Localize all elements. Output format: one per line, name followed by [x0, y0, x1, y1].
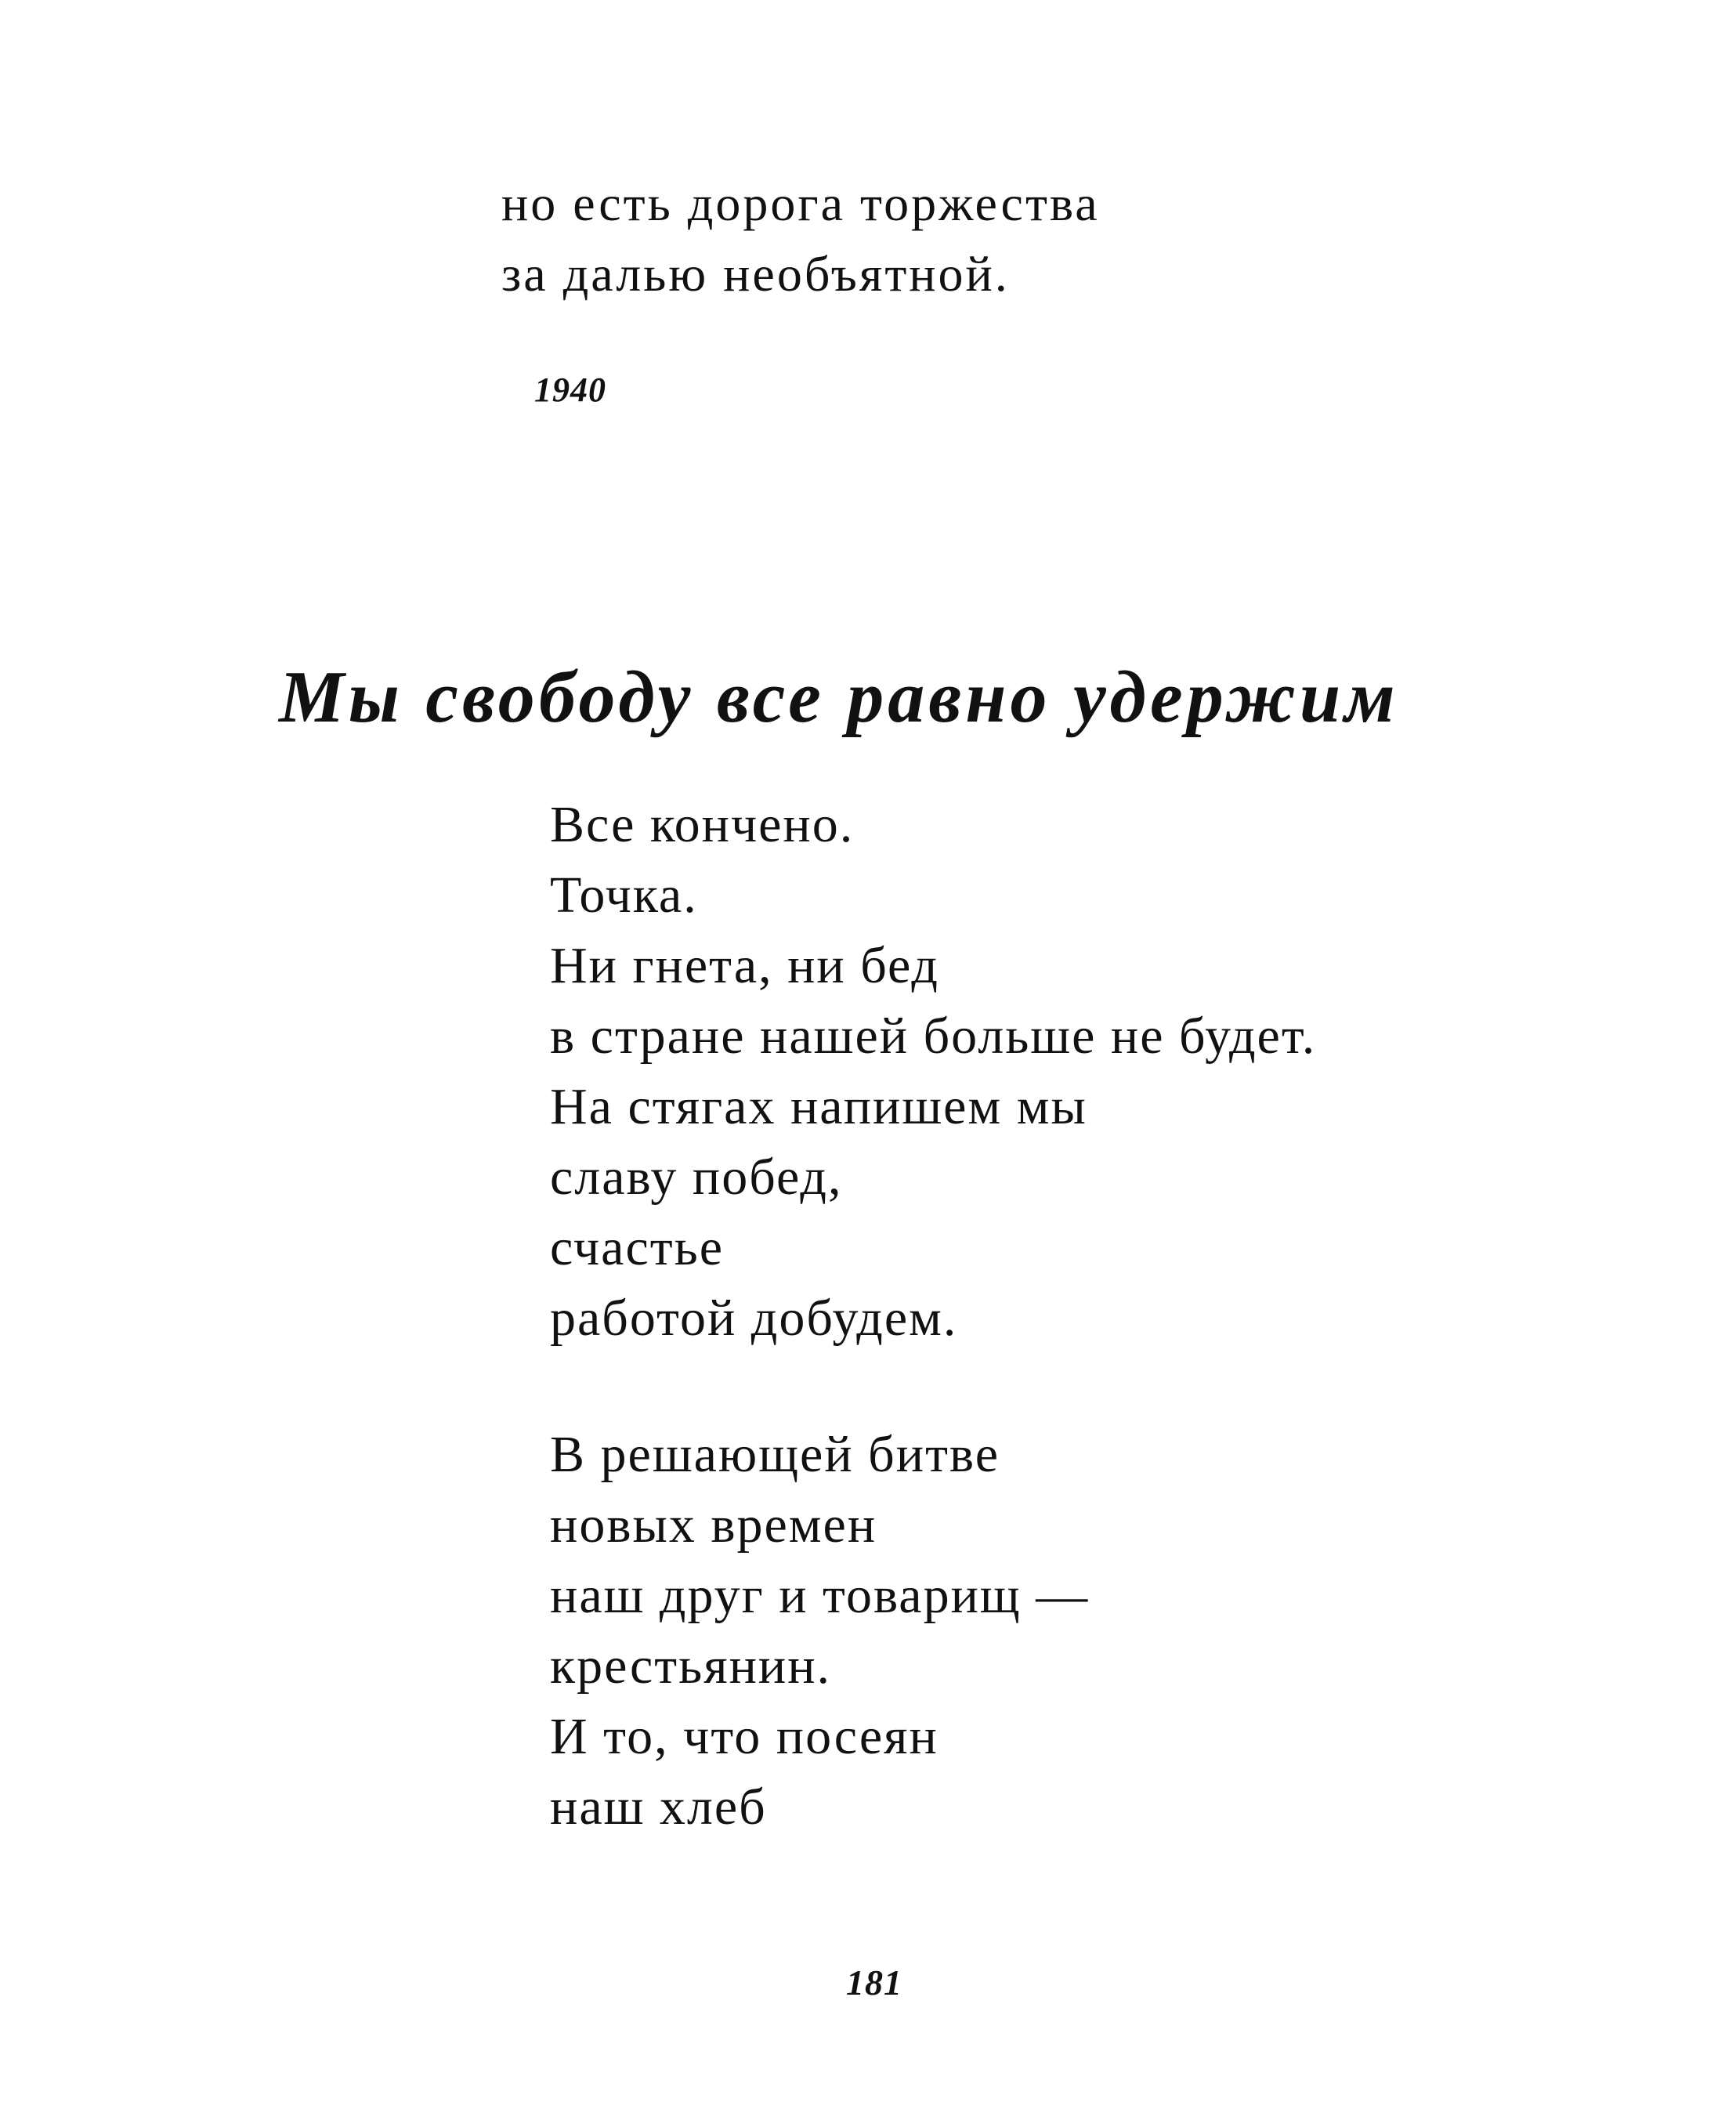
verse-line: но есть дорога торжества: [501, 175, 1100, 231]
verse-line: новых времен: [550, 1496, 877, 1554]
verse-line: Все кончено.: [550, 796, 855, 853]
verse-line: В решающей битве: [550, 1426, 1000, 1483]
verse-line: Ни гнета, ни бед: [550, 937, 939, 994]
poem-title: Мы свободу все равно удержим: [279, 657, 1399, 738]
verse-line: в стране нашей больше не будет.: [550, 1008, 1317, 1065]
verse-line: На стягах напишем мы: [550, 1078, 1087, 1135]
verse-line: И то, что посеян: [550, 1708, 939, 1765]
verse-line: крестьянин.: [550, 1637, 832, 1695]
verse-line: славу побед,: [550, 1149, 843, 1206]
poem-year: 1940: [534, 371, 606, 409]
verse-line: работой добудем.: [550, 1290, 958, 1347]
verse-line: наш друг и товарищ —: [550, 1567, 1090, 1624]
verse-line: Точка.: [550, 866, 698, 924]
verse-line: наш хлеб: [550, 1778, 767, 1836]
verse-line: счастье: [550, 1219, 724, 1276]
page-number: 181: [846, 1963, 902, 2002]
verse-line: за далью необъятной.: [501, 246, 1010, 302]
